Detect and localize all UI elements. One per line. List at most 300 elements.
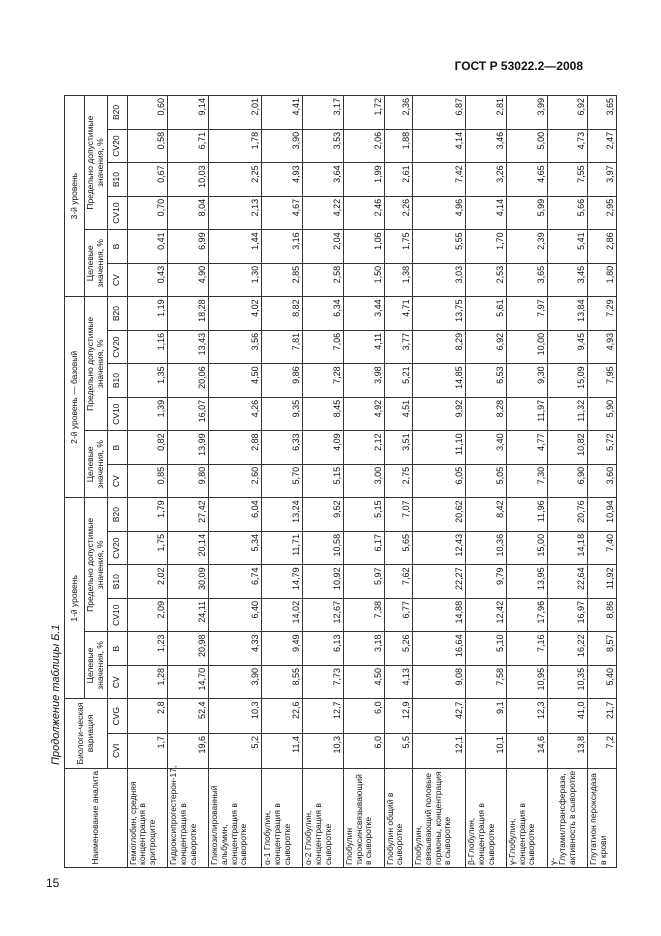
value-cell: 7,55	[547, 163, 588, 197]
value-cell: 7,40	[588, 531, 617, 565]
table-row	[127, 96, 168, 868]
value-cell: 2,60	[209, 464, 262, 498]
value-cell: 14,02	[262, 598, 303, 632]
value-cell: 6,0	[343, 699, 384, 734]
value-cell: 10,3	[302, 733, 343, 768]
header-level-1: 1-й уровень	[65, 498, 85, 699]
value-cell: 9,52	[302, 498, 343, 532]
value-cell: 13,8	[547, 733, 588, 768]
analyte-name-cell: Глобулин общий в сыворотке	[384, 768, 412, 867]
table-row	[506, 96, 547, 868]
value-cell: 0,60	[127, 96, 168, 130]
value-cell: 4,26	[209, 397, 262, 431]
value-cell: 1,50	[343, 263, 384, 297]
value-cell: 5,72	[588, 431, 617, 465]
table-row	[384, 96, 412, 868]
value-cell: 22,64	[547, 565, 588, 599]
table-row	[343, 96, 384, 868]
value-cell: 2,39	[506, 230, 547, 264]
value-cell: 5,40	[588, 665, 617, 699]
value-cell: 27,42	[168, 498, 209, 532]
value-cell: 13,84	[547, 297, 588, 331]
value-cell: 20,76	[547, 498, 588, 532]
value-cell: 11,4	[262, 733, 303, 768]
header-bio-variation: Биологи-ческая вариация	[65, 699, 108, 768]
value-cell: 6,05	[413, 464, 466, 498]
header-cv-l1: CV	[107, 665, 127, 699]
value-cell: 1,99	[343, 163, 384, 197]
value-cell: 19,6	[168, 733, 209, 768]
header-limits-l1: Предельно допустимые значения, %	[85, 498, 108, 632]
value-cell: 4,73	[547, 129, 588, 163]
value-cell: 15,00	[506, 531, 547, 565]
value-cell: 5,5	[384, 733, 412, 768]
value-cell: 0,67	[127, 163, 168, 197]
value-cell: 1,88	[384, 129, 412, 163]
standard-header: ГОСТ Р 53022.2—2008	[454, 59, 583, 73]
value-cell: 16,64	[413, 632, 466, 666]
value-cell: 5,05	[466, 464, 507, 498]
analyte-name-cell: Глутатион пероксидаза в крови	[588, 768, 617, 867]
value-cell: 8,57	[588, 632, 617, 666]
header-b10-l2: B10	[107, 364, 127, 398]
value-cell: 4,14	[466, 196, 507, 230]
value-cell: 10,1	[466, 733, 507, 768]
value-cell: 0,82	[127, 431, 168, 465]
value-cell: 30,09	[168, 565, 209, 599]
value-cell: 10,3	[209, 699, 262, 734]
value-cell: 5,34	[209, 531, 262, 565]
value-cell: 4,65	[506, 163, 547, 197]
value-cell: 1,79	[127, 498, 168, 532]
value-cell: 6,92	[547, 96, 588, 130]
value-cell: 6,74	[209, 565, 262, 599]
value-cell: 5,65	[384, 531, 412, 565]
value-cell: 2,06	[343, 129, 384, 163]
value-cell: 6,92	[466, 330, 507, 364]
value-cell: 13,24	[262, 498, 303, 532]
value-cell: 6,13	[302, 632, 343, 666]
value-cell: 9,35	[262, 397, 303, 431]
value-cell: 6,0	[343, 733, 384, 768]
value-cell: 1,38	[384, 263, 412, 297]
value-cell: 9,49	[262, 632, 303, 666]
value-cell: 6,87	[413, 96, 466, 130]
value-cell: 18,28	[168, 297, 209, 331]
value-cell: 7,28	[302, 364, 343, 398]
value-cell: 5,97	[343, 565, 384, 599]
value-cell: 12,9	[384, 699, 412, 734]
value-cell: 6,77	[384, 598, 412, 632]
value-cell: 5,41	[547, 230, 588, 264]
value-cell: 4,22	[302, 196, 343, 230]
header-limits-l2: Предельно допустимые значения, %	[85, 297, 108, 431]
analyte-name-cell: α-2 Глобулин, концентрация в сыворотке	[302, 768, 343, 867]
value-cell: 52,4	[168, 699, 209, 734]
table-row	[209, 96, 262, 868]
value-cell: 8,29	[413, 330, 466, 364]
value-cell: 24,11	[168, 598, 209, 632]
value-cell: 0,43	[127, 263, 168, 297]
value-cell: 2,25	[209, 163, 262, 197]
value-cell: 12,3	[506, 699, 547, 734]
value-cell: 7,29	[588, 297, 617, 331]
value-cell: 2,26	[384, 196, 412, 230]
value-cell: 4,67	[262, 196, 303, 230]
value-cell: 21,7	[588, 699, 617, 734]
value-cell: 5,21	[384, 364, 412, 398]
analyte-name-cell: γ-Глобулин, концентрация в сыворотке	[506, 768, 547, 867]
value-cell: 2,53	[466, 263, 507, 297]
value-cell: 3,90	[209, 665, 262, 699]
value-cell: 2,04	[302, 230, 343, 264]
header-cv20-l3: CV20	[107, 129, 127, 163]
value-cell: 7,95	[588, 364, 617, 398]
value-cell: 1,16	[127, 330, 168, 364]
value-cell: 1,39	[127, 397, 168, 431]
value-cell: 20,14	[168, 531, 209, 565]
value-cell: 3,60	[588, 464, 617, 498]
value-cell: 4,77	[506, 431, 547, 465]
value-cell: 1,44	[209, 230, 262, 264]
table-row	[413, 96, 466, 868]
value-cell: 7,42	[413, 163, 466, 197]
value-cell: 12,7	[302, 699, 343, 734]
value-cell: 3,26	[466, 163, 507, 197]
value-cell: 11,10	[413, 431, 466, 465]
value-cell: 11,96	[506, 498, 547, 532]
table-row	[547, 96, 588, 868]
value-cell: 9,80	[168, 464, 209, 498]
value-cell: 7,58	[466, 665, 507, 699]
value-cell: 2,86	[588, 230, 617, 264]
table-rotated-wrapper	[64, 95, 617, 868]
header-cv-l2: CV	[107, 464, 127, 498]
table-row	[588, 96, 617, 868]
value-cell: 12,42	[466, 598, 507, 632]
value-cell: 2,09	[127, 598, 168, 632]
value-cell: 0,41	[127, 230, 168, 264]
value-cell: 14,70	[168, 665, 209, 699]
value-cell: 6,40	[209, 598, 262, 632]
value-cell: 20,98	[168, 632, 209, 666]
value-cell: 3,44	[343, 297, 384, 331]
value-cell: 13,99	[168, 431, 209, 465]
value-cell: 9,79	[466, 565, 507, 599]
value-cell: 3,45	[547, 263, 588, 297]
value-cell: 5,10	[466, 632, 507, 666]
value-cell: 2,01	[209, 96, 262, 130]
value-cell: 7,62	[384, 565, 412, 599]
value-cell: 9,45	[547, 330, 588, 364]
value-cell: 9,86	[262, 364, 303, 398]
value-cell: 5,66	[547, 196, 588, 230]
value-cell: 2,88	[209, 431, 262, 465]
value-cell: 7,81	[262, 330, 303, 364]
value-cell: 1,23	[127, 632, 168, 666]
analyte-name-cell: Глобулин, связывающий половые гормоны, концентрация в сыворотке	[413, 768, 466, 867]
value-cell: 16,97	[547, 598, 588, 632]
value-cell: 10,95	[506, 665, 547, 699]
value-cell: 5,00	[506, 129, 547, 163]
value-cell: 2,75	[384, 464, 412, 498]
value-cell: 3,46	[466, 129, 507, 163]
value-cell: 2,85	[262, 263, 303, 297]
value-cell: 41,0	[547, 699, 588, 734]
value-cell: 3,97	[588, 163, 617, 197]
value-cell: 16,07	[168, 397, 209, 431]
header-cv20-l2: CV20	[107, 330, 127, 364]
value-cell: 8,04	[168, 196, 209, 230]
value-cell: 2,47	[588, 129, 617, 163]
value-cell: 12,67	[302, 598, 343, 632]
value-cell: 3,99	[506, 96, 547, 130]
value-cell: 8,86	[588, 598, 617, 632]
value-cell: 14,18	[547, 531, 588, 565]
value-cell: 10,00	[506, 330, 547, 364]
header-target-l3: Целевые значения, %	[85, 230, 108, 297]
value-cell: 3,98	[343, 364, 384, 398]
value-cell: 3,18	[343, 632, 384, 666]
value-cell: 6,33	[262, 431, 303, 465]
header-cv10-l3: CV10	[107, 196, 127, 230]
value-cell: 4,41	[262, 96, 303, 130]
value-cell: 2,13	[209, 196, 262, 230]
value-cell: 14,85	[413, 364, 466, 398]
value-cell: 16,22	[547, 632, 588, 666]
value-cell: 2,12	[343, 431, 384, 465]
value-cell: 4,71	[384, 297, 412, 331]
table-row	[262, 96, 303, 868]
header-cv10-l2: CV10	[107, 397, 127, 431]
table-row	[302, 96, 343, 868]
value-cell: 4,96	[413, 196, 466, 230]
value-cell: 5,26	[384, 632, 412, 666]
value-cell: 9,14	[168, 96, 209, 130]
value-cell: 4,11	[343, 330, 384, 364]
table-row	[168, 96, 209, 868]
value-cell: 1,70	[466, 230, 507, 264]
header-limits-l3: Предельно допустимые значения, %	[85, 96, 108, 230]
value-cell: 5,2	[209, 733, 262, 768]
table-caption: Продолжение таблицы Б.1	[50, 624, 62, 765]
value-cell: 4,93	[262, 163, 303, 197]
value-cell: 13,43	[168, 330, 209, 364]
value-cell: 9,08	[413, 665, 466, 699]
reference-table	[64, 95, 617, 868]
value-cell: 1,35	[127, 364, 168, 398]
value-cell: 1,75	[127, 531, 168, 565]
value-cell: 4,90	[168, 263, 209, 297]
header-cv10-l1: CV10	[107, 598, 127, 632]
value-cell: 9,1	[466, 699, 507, 734]
value-cell: 10,92	[302, 565, 343, 599]
analyte-name-cell: Глобулин тироксинсвязывающий в сыворотке	[343, 768, 384, 867]
value-cell: 42,7	[413, 699, 466, 734]
value-cell: 4,92	[343, 397, 384, 431]
value-cell: 1,7	[127, 733, 168, 768]
value-cell: 3,65	[506, 263, 547, 297]
value-cell: 11,32	[547, 397, 588, 431]
value-cell: 6,04	[209, 498, 262, 532]
value-cell: 22,6	[262, 699, 303, 734]
value-cell: 7,2	[588, 733, 617, 768]
value-cell: 4,14	[413, 129, 466, 163]
value-cell: 13,95	[506, 565, 547, 599]
value-cell: 6,90	[547, 464, 588, 498]
value-cell: 11,92	[588, 565, 617, 599]
header-b10-l3: B10	[107, 163, 127, 197]
value-cell: 2,36	[384, 96, 412, 130]
header-b-l3: B	[107, 230, 127, 264]
value-cell: 5,55	[413, 230, 466, 264]
value-cell: 1,19	[127, 297, 168, 331]
header-analyte: Наименование аналита	[65, 768, 128, 867]
value-cell: 5,15	[302, 464, 343, 498]
value-cell: 4,50	[209, 364, 262, 398]
value-cell: 3,77	[384, 330, 412, 364]
header-cv20-l1: CV20	[107, 531, 127, 565]
value-cell: 12,1	[413, 733, 466, 768]
value-cell: 20,06	[168, 364, 209, 398]
value-cell: 7,97	[506, 297, 547, 331]
value-cell: 10,35	[547, 665, 588, 699]
value-cell: 4,13	[384, 665, 412, 699]
value-cell: 4,09	[302, 431, 343, 465]
value-cell: 14,79	[262, 565, 303, 599]
value-cell: 6,99	[168, 230, 209, 264]
header-target-l1: Целевые значения, %	[85, 632, 108, 699]
header-b20-l1: B20	[107, 498, 127, 532]
value-cell: 8,55	[262, 665, 303, 699]
value-cell: 8,82	[262, 297, 303, 331]
analyte-name-cell: γ-Глутамилтрансфераза, активность в сыворотке	[547, 768, 588, 867]
value-cell: 0,85	[127, 464, 168, 498]
value-cell: 3,90	[262, 129, 303, 163]
value-cell: 8,42	[466, 498, 507, 532]
header-level-2: 2-й уровень — базовый	[65, 297, 85, 498]
value-cell: 1,80	[588, 263, 617, 297]
value-cell: 1,72	[343, 96, 384, 130]
value-cell: 2,58	[302, 263, 343, 297]
value-cell: 8,45	[302, 397, 343, 431]
table-body	[127, 96, 616, 868]
value-cell: 10,82	[547, 431, 588, 465]
value-cell: 2,46	[343, 196, 384, 230]
value-cell: 2,81	[466, 96, 507, 130]
table-row	[466, 96, 507, 868]
value-cell: 7,73	[302, 665, 343, 699]
value-cell: 7,07	[384, 498, 412, 532]
value-cell: 4,33	[209, 632, 262, 666]
value-cell: 3,17	[302, 96, 343, 130]
value-cell: 3,16	[262, 230, 303, 264]
value-cell: 20,62	[413, 498, 466, 532]
value-cell: 7,38	[343, 598, 384, 632]
value-cell: 17,96	[506, 598, 547, 632]
header-b-l2: B	[107, 431, 127, 465]
value-cell: 10,03	[168, 163, 209, 197]
header-level-3: 3-й уровень	[65, 96, 85, 297]
value-cell: 12,43	[413, 531, 466, 565]
value-cell: 2,02	[127, 565, 168, 599]
header-b10-l1: B10	[107, 565, 127, 599]
analyte-name-cell: Гликозилированный альбумин, концентрация в сыворотке	[209, 768, 262, 867]
value-cell: 22,27	[413, 565, 466, 599]
value-cell: 8,28	[466, 397, 507, 431]
value-cell: 14,88	[413, 598, 466, 632]
value-cell: 3,65	[588, 96, 617, 130]
analyte-name-cell: β-Глобулин, концентрация в сыворотке	[466, 768, 507, 867]
value-cell: 1,75	[384, 230, 412, 264]
value-cell: 2,61	[384, 163, 412, 197]
value-cell: 6,34	[302, 297, 343, 331]
analyte-name-cell: Гидроксипрогестерон-17, концентрация в сыворотке	[168, 768, 209, 867]
value-cell: 4,51	[384, 397, 412, 431]
value-cell: 9,30	[506, 364, 547, 398]
value-cell: 7,16	[506, 632, 547, 666]
value-cell: 5,99	[506, 196, 547, 230]
value-cell: 2,95	[588, 196, 617, 230]
value-cell: 6,71	[168, 129, 209, 163]
header-cvg: CVG	[107, 699, 127, 734]
value-cell: 1,28	[127, 665, 168, 699]
value-cell: 4,02	[209, 297, 262, 331]
value-cell: 15,09	[547, 364, 588, 398]
header-b20-l3: B20	[107, 96, 127, 130]
value-cell: 9,92	[413, 397, 466, 431]
analyte-name-cell: Гемоглобин, средняя концентрация в эритроците	[127, 768, 168, 867]
value-cell: 3,03	[413, 263, 466, 297]
value-cell: 7,30	[506, 464, 547, 498]
value-cell: 5,90	[588, 397, 617, 431]
value-cell: 3,00	[343, 464, 384, 498]
page-number: 15	[46, 876, 60, 890]
header-target-l2: Целевые значения, %	[85, 431, 108, 498]
value-cell: 7,06	[302, 330, 343, 364]
value-cell: 3,53	[302, 129, 343, 163]
value-cell: 5,15	[343, 498, 384, 532]
value-cell: 11,71	[262, 531, 303, 565]
value-cell: 1,30	[209, 263, 262, 297]
header-b20-l2: B20	[107, 297, 127, 331]
value-cell: 4,93	[588, 330, 617, 364]
value-cell: 5,70	[262, 464, 303, 498]
value-cell: 4,50	[343, 665, 384, 699]
value-cell: 6,53	[466, 364, 507, 398]
header-b-l1: B	[107, 632, 127, 666]
value-cell: 1,78	[209, 129, 262, 163]
value-cell: 3,56	[209, 330, 262, 364]
value-cell: 10,36	[466, 531, 507, 565]
value-cell: 3,40	[466, 431, 507, 465]
value-cell: 11,97	[506, 397, 547, 431]
value-cell: 5,61	[466, 297, 507, 331]
value-cell: 10,94	[588, 498, 617, 532]
header-cv-l3: CV	[107, 263, 127, 297]
value-cell: 6,17	[343, 531, 384, 565]
value-cell: 2,8	[127, 699, 168, 734]
value-cell: 10,58	[302, 531, 343, 565]
value-cell: 0,70	[127, 196, 168, 230]
value-cell: 3,64	[302, 163, 343, 197]
value-cell: 14,6	[506, 733, 547, 768]
value-cell: 3,51	[384, 431, 412, 465]
header-cvi: CVI	[107, 733, 127, 768]
value-cell: 1,06	[343, 230, 384, 264]
analyte-name-cell: α-1 Глобулин, концентрация в сыворотке	[262, 768, 303, 867]
value-cell: 13,75	[413, 297, 466, 331]
